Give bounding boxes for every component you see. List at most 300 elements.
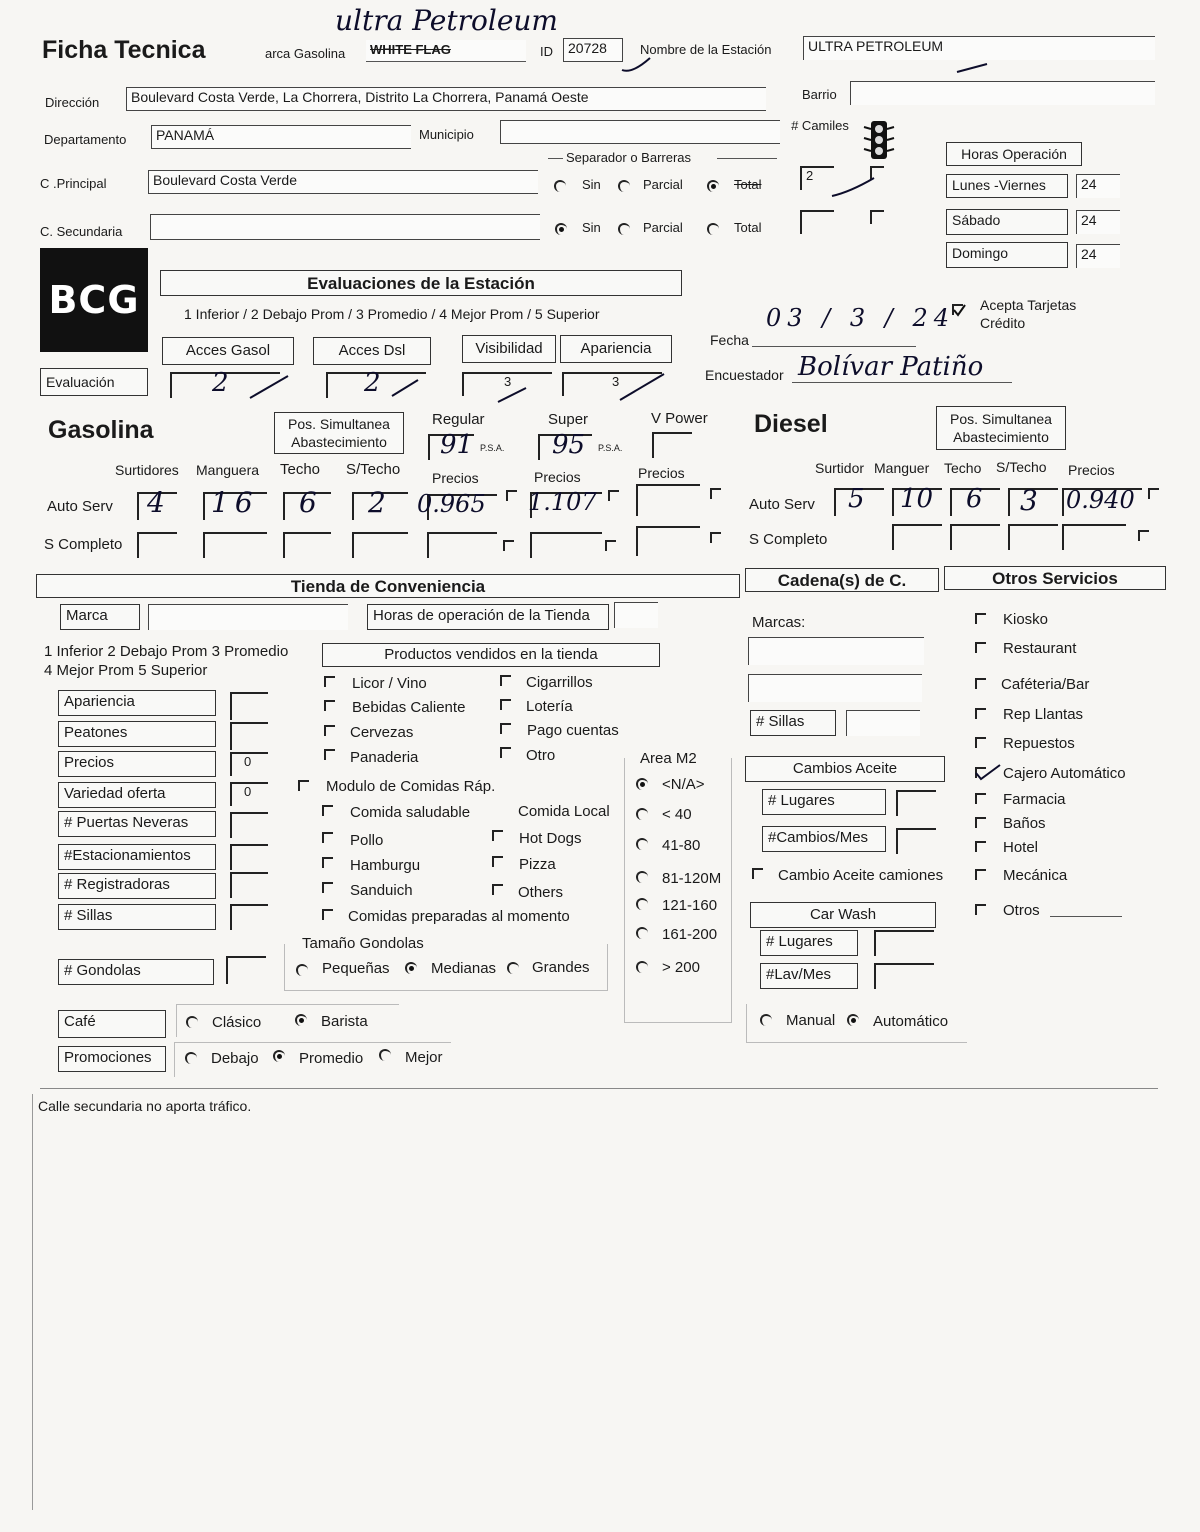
otros-otros-line (1050, 916, 1122, 917)
cambios-lugares-field[interactable] (896, 790, 936, 816)
area-na-label: <N/A> (662, 776, 705, 793)
area-40-label: < 40 (662, 806, 692, 823)
acces-dsl-value: 2 (364, 368, 381, 398)
gas-auto-surtidores[interactable] (137, 486, 177, 520)
area-81-120-radio[interactable] (636, 871, 648, 883)
evaluacion-row-label: Evaluación (40, 368, 148, 396)
camiles-label: # Camiles (791, 118, 849, 133)
area-41-80-label: 41-80 (662, 837, 701, 854)
col-diesel-precios: Precios (1068, 462, 1115, 478)
diesel-completo-manguer[interactable] (892, 524, 942, 550)
producto-cigarrillos-checkbox[interactable] (500, 675, 511, 686)
gondolas-field[interactable] (226, 956, 266, 984)
secundaria-parcial-radio[interactable] (618, 223, 630, 235)
cw-manual-label: Manual (786, 1012, 836, 1029)
cw-lugares-label: # Lugares (760, 930, 858, 956)
principal-parcial-label: Parcial (643, 177, 683, 192)
super-octane-field[interactable] (538, 430, 592, 460)
area-title: Area M2 (640, 750, 697, 767)
cw-manual-radio[interactable] (760, 1014, 772, 1026)
rating-registradoras-label: # Registradoras (58, 873, 216, 899)
id-value: 20728 (568, 40, 607, 56)
marca-field[interactable] (366, 40, 526, 62)
gas-completo-precio-super[interactable] (530, 532, 602, 558)
camiles-value: 2 (806, 168, 814, 183)
acces-gasol-header: Acces Gasol (162, 337, 294, 365)
comida-local-label: Comida Local (518, 803, 610, 820)
col-techo: Techo (280, 461, 321, 478)
gas-auto-manguera[interactable] (203, 486, 267, 520)
cadenas-sillas-field[interactable] (846, 710, 920, 736)
camiles-field-2[interactable] (800, 210, 834, 234)
gas-auto-super-check[interactable] (608, 490, 619, 501)
dash-mark-icon (955, 60, 995, 76)
otros-checkbox-10[interactable] (975, 904, 986, 915)
rating-variedad-value: 0 (244, 784, 252, 799)
rating-apariencia-field[interactable] (230, 692, 268, 720)
col-surtidor: Surtidor (815, 460, 865, 476)
diesel-completo-surtidor[interactable] (834, 524, 884, 550)
gas-auto-precio-regular[interactable] (417, 490, 497, 520)
cw-automatico-radio[interactable] (847, 1014, 859, 1026)
cafe-label: Café (58, 1010, 166, 1038)
diesel-auto-manguer-value: 10 (900, 484, 934, 514)
producto-cervezas-checkbox[interactable] (324, 725, 335, 736)
gas-auto-stecho-value: 2 (368, 486, 386, 519)
principal-sin-radio[interactable] (554, 180, 566, 192)
tienda-marca-label: Marca (60, 604, 140, 630)
diesel-completo-stecho[interactable] (1008, 524, 1058, 550)
gas-auto-techo-value: 6 (299, 486, 317, 519)
page-title: Ficha Tecnica (42, 36, 206, 64)
producto-otro-checkbox[interactable] (500, 747, 511, 758)
notes-field[interactable] (36, 1098, 1156, 1498)
diesel-auto-stecho-value: 3 (1020, 484, 1038, 517)
col-precios-regular: Precios (432, 470, 479, 486)
rating-sillas-field[interactable] (230, 904, 268, 930)
notes-top-line (40, 1088, 1158, 1089)
notes-left-line (32, 1094, 33, 1510)
horas-sabado-value: 24 (1081, 212, 1097, 228)
nombre-field[interactable] (803, 36, 1155, 60)
encuestador-label: Encuestador (705, 367, 784, 383)
gondola-grandes-radio[interactable] (507, 962, 519, 974)
comida-sanduich-checkbox[interactable] (322, 882, 333, 893)
otros-label-10: Otros (1003, 902, 1040, 919)
acces-gasol-value: 2 (212, 368, 229, 398)
promo-mejor-label: Mejor (405, 1049, 443, 1066)
producto-licor-label: Licor / Vino (352, 675, 427, 692)
encuestador-value[interactable]: Bolívar Patiño (798, 352, 984, 382)
area-121-160-label: 121-160 (662, 897, 718, 914)
departamento-value: PANAMÁ (156, 127, 215, 143)
direccion-value: Boulevard Costa Verde, La Chorrera, Distrito La Chorrera, Panamá Oeste (131, 89, 589, 105)
eval-strokes-icon (240, 366, 680, 406)
otros-label-9: Mecánica (1003, 867, 1068, 884)
otros-label-4: Repuestos (1003, 735, 1075, 752)
otros-check-icon-5 (974, 765, 1004, 783)
gas-completo-label: S Completo (44, 536, 123, 553)
diesel-auto-manguer[interactable] (892, 484, 942, 516)
gas-completo-techo[interactable] (283, 532, 331, 558)
gondola-medianas-label: Medianas (431, 960, 497, 977)
horas-domingo-value: 24 (1081, 246, 1097, 262)
nombre-label: Nombre de la Estación (640, 42, 772, 57)
promo-label: Promociones (58, 1046, 166, 1072)
tarjetas-label: Acepta Tarjetas Crédito (980, 297, 1077, 331)
gasolina-pos-label: Pos. Simultanea Abastecimiento (274, 412, 404, 454)
diesel-pos-label: Pos. Simultanea Abastecimiento (936, 406, 1066, 450)
regular-octane-value: 91 (440, 430, 474, 460)
lav-mes-field[interactable] (874, 963, 934, 989)
comida-sanduich-label: Sanduich (350, 882, 413, 899)
diesel-auto-precio[interactable] (1062, 488, 1142, 516)
diesel-auto-techo[interactable] (950, 484, 1000, 516)
horas-domingo-field[interactable] (1076, 244, 1120, 268)
diesel-completo-techo[interactable] (950, 524, 1000, 550)
tienda-scale-1: 1 Inferior 2 Debajo Prom 3 Promedio (44, 643, 289, 660)
producto-loteria-checkbox[interactable] (500, 699, 511, 710)
promo-mejor-radio[interactable] (379, 1049, 391, 1061)
rating-peatones-label: Peatones (58, 721, 216, 747)
carwash-title: Car Wash (750, 902, 936, 928)
otros-checkbox-3[interactable] (975, 708, 986, 719)
gas-completo-vpower-check[interactable] (710, 532, 721, 543)
secundaria-parcial-label: Parcial (643, 220, 683, 235)
producto-bebidas-label: Bebidas Caliente (352, 699, 466, 716)
evaluaciones-title: Evaluaciones de la Estación (160, 270, 682, 296)
gas-auto-precio-super[interactable] (528, 488, 602, 518)
cambios-mes-label: #Cambios/Mes (762, 826, 886, 852)
camiones-label: Cambio Aceite camiones (778, 867, 944, 884)
promo-debajo-label: Debajo (211, 1050, 259, 1067)
cambios-mes-field[interactable] (896, 828, 936, 854)
otros-checkbox-6[interactable] (975, 793, 986, 804)
promo-promedio-radio[interactable] (273, 1050, 285, 1062)
municipio-field[interactable] (500, 120, 780, 144)
promo-debajo-radio[interactable] (185, 1052, 197, 1064)
barrio-label: Barrio (802, 87, 837, 102)
modulo-label: Modulo de Comidas Ráp. (326, 778, 496, 795)
col-stecho: S/Techo (346, 461, 401, 478)
otros-checkbox-1[interactable] (975, 642, 986, 653)
separador-line-right (717, 158, 777, 159)
fecha-label: Fecha (710, 332, 749, 348)
secundaria-total-radio[interactable] (707, 223, 719, 235)
producto-panaderia-checkbox[interactable] (324, 749, 335, 760)
gas-completo-manguera[interactable] (203, 532, 267, 558)
area-200-label: > 200 (662, 959, 700, 976)
super-label: Super (548, 411, 589, 428)
otros-checkbox-9[interactable] (975, 869, 986, 880)
otros-checkbox-0[interactable] (975, 613, 986, 624)
handwritten-stroke-icon (830, 172, 880, 200)
area-40-radio[interactable] (636, 808, 648, 820)
area-na-radio[interactable] (636, 778, 648, 790)
cadenas-title: Cadena(s) de C. (745, 568, 939, 592)
gondolas-label: # Gondolas (58, 959, 214, 985)
gas-auto-stecho[interactable] (352, 486, 408, 520)
comida-hamburgu-label: Hamburgu (350, 857, 421, 874)
cafe-clasico-label: Clásico (212, 1014, 262, 1031)
diesel-auto-surtidor-value: 5 (848, 484, 865, 514)
cw-automatico-label: Automático (873, 1013, 949, 1030)
gas-completo-stecho[interactable] (352, 532, 408, 558)
producto-loteria-label: Lotería (526, 698, 573, 715)
gas-auto-vpower-check[interactable] (710, 488, 721, 499)
tienda-marca-field[interactable] (148, 604, 348, 630)
cw-lugares-field[interactable] (874, 930, 934, 956)
horas-lunes-field[interactable] (1076, 174, 1120, 198)
id-label: ID (540, 44, 553, 59)
area-81-120-label: 81-120M (662, 870, 722, 887)
otros-label-7: Baños (1003, 815, 1046, 832)
comidas-preparadas-checkbox[interactable] (322, 909, 333, 920)
marca-value: WHITE FLAG (370, 42, 451, 57)
fecha-line (752, 346, 916, 347)
producto-panaderia-label: Panaderia (350, 749, 419, 766)
rating-precios-value: 0 (244, 754, 252, 769)
comida-hotdogs-label: Hot Dogs (519, 830, 582, 847)
gas-completo-regular-check[interactable] (503, 540, 514, 551)
modulo-checkbox[interactable] (298, 780, 309, 791)
vpower-label: V Power (651, 410, 708, 427)
direccion-label: Dirección (45, 95, 100, 110)
rating-precios-field[interactable] (230, 752, 268, 776)
comida-pollo-checkbox[interactable] (322, 832, 333, 843)
rating-puertas-field[interactable] (230, 812, 268, 838)
super-octane-value: 95 (552, 430, 586, 460)
cambios-title: Cambios Aceite (745, 756, 945, 782)
rating-apariencia-label: Apariencia (58, 690, 216, 716)
barrio-field[interactable] (850, 81, 1155, 105)
principal-field[interactable] (148, 170, 538, 194)
departamento-field[interactable] (151, 125, 411, 149)
rating-sillas-label: # Sillas (58, 904, 216, 930)
camiles-check-2[interactable] (870, 210, 884, 224)
rating-variedad-label: Variedad oferta (58, 782, 216, 808)
checkmark-icon (620, 52, 660, 76)
municipio-label: Municipio (419, 127, 474, 142)
producto-pago-label: Pago cuentas (527, 722, 619, 739)
gas-auto-techo[interactable] (283, 486, 331, 520)
comida-hamburgu-checkbox[interactable] (322, 857, 333, 868)
cafe-clasico-radio[interactable] (186, 1016, 198, 1028)
horas-lunes-value: 24 (1081, 176, 1097, 192)
producto-otro-label: Otro (526, 747, 556, 764)
col-precios-super: Precios (534, 469, 581, 485)
secundaria-label: C. Secundaria (40, 224, 123, 239)
visibilidad-value: 3 (504, 374, 512, 389)
otros-label-8: Hotel (1003, 839, 1039, 856)
promo-promedio-label: Promedio (299, 1050, 364, 1067)
tienda-horas-field[interactable] (614, 602, 658, 628)
rating-puertas-label: # Puertas Neveras (58, 811, 216, 837)
comida-saludable-checkbox[interactable] (322, 805, 333, 816)
id-field[interactable] (563, 38, 623, 62)
producto-licor-checkbox[interactable] (324, 676, 335, 687)
diesel-auto-precio-value: 0.940 (1066, 486, 1135, 514)
direccion-field[interactable] (126, 87, 766, 111)
gas-auto-precio-super-value: 1.107 (528, 488, 597, 516)
cadenas-marcas-label: Marcas: (752, 614, 806, 631)
vpower-octane-field[interactable] (652, 432, 692, 458)
horas-lunes-label: Lunes -Viernes (946, 174, 1068, 198)
acces-dsl-header: Acces Dsl (313, 337, 431, 365)
rating-estacionamientos-field[interactable] (230, 844, 268, 870)
otros-label-1: Restaurant (1003, 640, 1077, 657)
diesel-completo-label: S Completo (749, 531, 828, 548)
secundaria-field[interactable] (150, 214, 540, 240)
gondola-medianas-radio[interactable] (405, 962, 417, 974)
fecha-value[interactable]: 03 / 3 / 24 (766, 304, 956, 332)
comida-pizza-label: Pizza (519, 856, 556, 873)
regular-octane-field[interactable] (428, 430, 474, 460)
principal-label: C .Principal (40, 176, 107, 191)
gondola-grandes-label: Grandes (532, 959, 590, 976)
principal-sin-label: Sin (582, 177, 601, 192)
area-200-radio[interactable] (636, 961, 648, 973)
comidas-preparadas-label: Comidas preparadas al momento (348, 908, 570, 925)
producto-pago-checkbox[interactable] (500, 723, 511, 734)
otros-checkbox-2[interactable] (975, 678, 986, 689)
super-psa: P.S.A. (598, 443, 623, 453)
departamento-label: Departamento (44, 132, 127, 147)
tienda-scale-2: 4 Mejor Prom 5 Superior (44, 662, 208, 679)
otros-label-3: Rep Llantas (1003, 706, 1084, 723)
gondola-pequenas-radio[interactable] (296, 964, 308, 976)
comida-pizza-checkbox[interactable] (492, 856, 503, 867)
horas-sabado-field[interactable] (1076, 210, 1120, 234)
col-precios-vpower: Precios (638, 465, 685, 481)
area-121-160-radio[interactable] (636, 898, 648, 910)
cafe-barista-radio[interactable] (295, 1014, 307, 1026)
rating-peatones-field[interactable] (230, 722, 268, 750)
gas-auto-surtidores-value: 4 (147, 486, 165, 519)
producto-bebidas-checkbox[interactable] (324, 700, 335, 711)
area-161-200-radio[interactable] (636, 927, 648, 939)
comida-saludable-label: Comida saludable (350, 804, 471, 821)
principal-value: Boulevard Costa Verde (153, 172, 297, 188)
secundaria-sin-radio[interactable] (555, 223, 567, 235)
evaluaciones-scale: 1 Inferior / 2 Debajo Prom / 3 Promedio / 4 Mejor Prom / 5 Superior (184, 306, 600, 322)
rating-variedad-field[interactable] (230, 782, 268, 806)
horas-title: Horas Operación (946, 142, 1082, 166)
gas-auto-label: Auto Serv (47, 498, 113, 515)
principal-total-label: Total (734, 177, 762, 192)
bcg-logo (40, 248, 148, 352)
secundaria-total-label: Total (734, 220, 762, 235)
area-161-200-label: 161-200 (662, 926, 718, 943)
cambios-lugares-label: # Lugares (762, 789, 886, 815)
diesel-completo-check[interactable] (1138, 530, 1149, 541)
marca-label: arca Gasolina (265, 46, 346, 61)
diesel-title: Diesel (754, 410, 828, 438)
gondola-pequenas-label: Pequeñas (322, 960, 390, 977)
gas-auto-precio-regular-value: 0.965 (417, 490, 486, 518)
productos-title: Productos vendidos en la tienda (322, 643, 660, 667)
principal-total-radio[interactable] (707, 180, 719, 192)
bcg-logo-text: BCG (48, 278, 140, 322)
principal-parcial-radio[interactable] (618, 180, 630, 192)
encuestador-line (792, 382, 1012, 383)
diesel-auto-label: Auto Serv (749, 496, 815, 513)
check-icon (953, 304, 967, 318)
col-diesel-techo: Techo (944, 460, 982, 476)
otros-title: Otros Servicios (944, 566, 1166, 590)
gas-auto-regular-check[interactable] (506, 490, 517, 501)
regular-label: Regular (432, 411, 485, 428)
horas-sabado-label: Sábado (946, 209, 1068, 235)
diesel-auto-check[interactable] (1148, 488, 1159, 499)
producto-cigarrillos-label: Cigarrillos (526, 674, 593, 691)
otros-label-2: Caféteria/Bar (1001, 676, 1090, 693)
otros-checkbox-7[interactable] (975, 817, 986, 828)
gasolina-title: Gasolina (48, 416, 154, 444)
separador-line (548, 158, 563, 159)
col-surtidores: Surtidores (115, 462, 179, 478)
gas-auto-precio-vpower[interactable] (636, 484, 700, 516)
col-diesel-stecho: S/Techo (996, 459, 1047, 475)
comida-pollo-label: Pollo (350, 832, 384, 849)
marca-handwritten: ultra Petroleum (335, 4, 558, 37)
comida-others-label: Others (518, 884, 564, 901)
camiones-checkbox[interactable] (752, 868, 763, 879)
rating-estacionamientos-label: #Estacionamientos (58, 844, 216, 870)
camiles-field[interactable] (800, 166, 834, 190)
regular-psa: P.S.A. (480, 443, 505, 453)
comida-others-checkbox[interactable] (492, 884, 503, 895)
area-41-80-radio[interactable] (636, 838, 648, 850)
apariencia-value: 3 (612, 374, 620, 389)
apariencia-header: Apariencia (560, 335, 672, 363)
diesel-auto-techo-value: 6 (966, 484, 983, 514)
tienda-horas-label: Horas de operación de la Tienda (367, 604, 609, 630)
gas-completo-surtidores[interactable] (137, 532, 177, 558)
otros-label-5: Cajero Automático (1003, 765, 1126, 782)
comida-hotdogs-checkbox[interactable] (492, 830, 503, 841)
rating-precios-label: Precios (58, 751, 216, 777)
rating-registradoras-field[interactable] (230, 872, 268, 898)
otros-label-6: Farmacia (1003, 791, 1066, 808)
tienda-title: Tienda de Conveniencia (36, 574, 740, 598)
cadenas-marca-field-2[interactable] (748, 674, 922, 702)
cadenas-marca-field-1[interactable] (748, 637, 924, 665)
gondolas-title: Tamaño Gondolas (302, 935, 424, 952)
visibilidad-header: Visibilidad (462, 335, 556, 363)
otros-checkbox-4[interactable] (975, 737, 986, 748)
cafe-barista-label: Barista (321, 1013, 368, 1030)
gas-completo-super-check[interactable] (605, 540, 616, 551)
nombre-value: ULTRA PETROLEUM (808, 38, 944, 54)
otros-checkbox-8[interactable] (975, 841, 986, 852)
gas-auto-manguera-value: 16 (211, 486, 259, 519)
area-group (624, 758, 732, 1023)
diesel-completo-precio[interactable] (1062, 524, 1126, 550)
gas-completo-precio-vpower[interactable] (636, 526, 700, 556)
otros-label-0: Kiosko (1003, 611, 1049, 628)
horas-domingo-label: Domingo (946, 242, 1068, 268)
producto-cervezas-label: Cervezas (350, 724, 414, 741)
secundaria-sin-label: Sin (582, 220, 601, 235)
diesel-auto-surtidor[interactable] (834, 484, 884, 516)
gas-completo-precio-regular[interactable] (427, 532, 497, 558)
traffic-light-icon (862, 121, 896, 161)
diesel-auto-stecho[interactable] (1008, 484, 1058, 517)
separador-title: Separador o Barreras (566, 150, 692, 165)
cadenas-sillas-label: # Sillas (750, 710, 836, 736)
col-manguera: Manguera (196, 462, 260, 478)
